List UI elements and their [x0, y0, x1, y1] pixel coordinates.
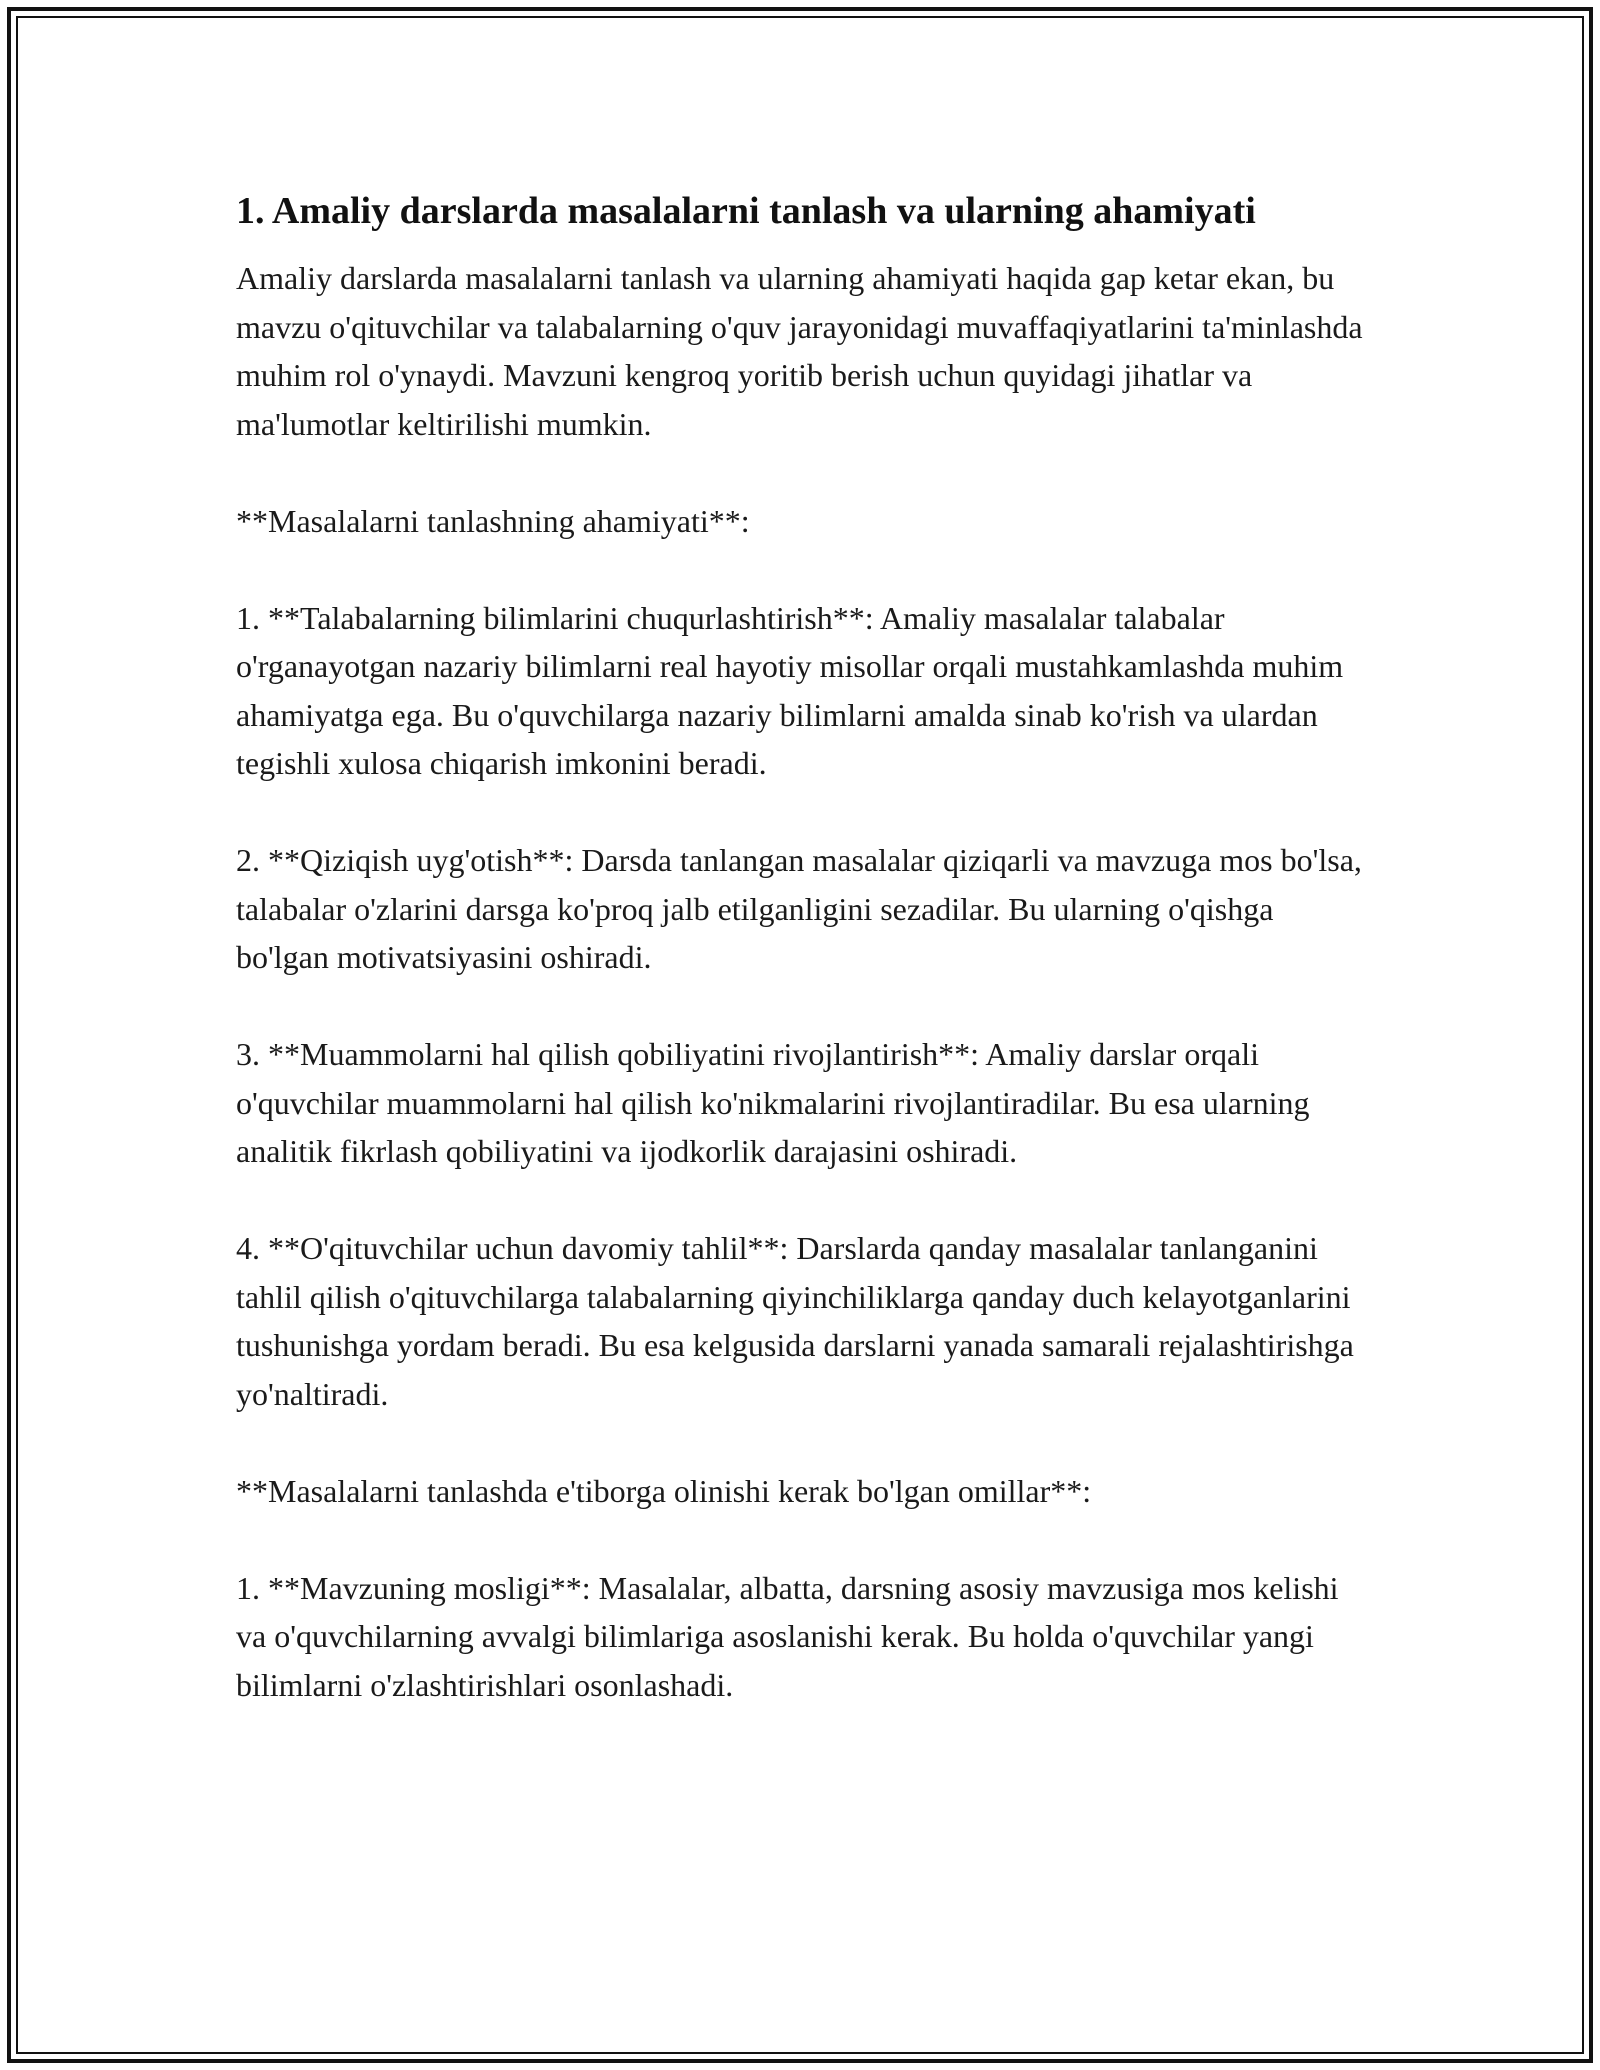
section-heading: 1. Amaliy darslarda masalalarni tanlash va ularning ahamiyati — [236, 190, 1256, 232]
list-item-importance-2: 2. **Qiziqish uyg'otish**: Darsda tanlangan masalalar qiziqarli va mavzuga mos bo'lsa, talabalar o'zlarini darsga ko'proq jalb etilganligini sezadilar. Bu ularning o'qishga bo'lgan motivatsiyasini oshiradi. — [236, 842, 1362, 975]
list-item-importance-1: 1. **Talabalarning bilimlarini chuqurlashtirish**: Amaliy masalalar talabalar o'rganayotgan nazariy bilimlarni real hayotiy misollar orqali mustahkamlashda muhim ahamiyatga ega. Bu o'quvchilarga nazariy bilimlarni amalda sinab ko'rish va ulardan tegishli xulosa chiqarish imkonini beradi. — [236, 599, 1344, 781]
list-item-importance-3: 3. **Muammolarni hal qilish qobiliyatini rivojlantirish**: Amaliy darslar orqali o'quvchilar muammolarni hal qilish ko'nikmalarini rivojlantiradilar. Bu esa ularning analitik fikrlash qobiliyatini va ijodkorlik darajasini oshiradi. — [236, 1036, 1310, 1169]
subheading-factors: **Masalalarni tanlashda e'tiborga olinishi kerak bo'lgan omillar**: — [236, 1472, 1092, 1509]
document-body — [236, 186, 1366, 1709]
intro-paragraph: Amaliy darslarda masalalarni tanlash va ularning ahamiyati haqida gap ketar ekan, bu mavzu o'qituvchilar va talabalarning o'quv jarayonidagi muvaffaqiyatlarini ta'minlashda muhim rol o'ynaydi. Mavzuni kengroq yoritib berish uchun quyidagi jihatlar va ma'lumotlar keltirilishi mumkin. — [236, 260, 1363, 442]
subheading-importance: **Masalalarni tanlashning ahamiyati**: — [236, 502, 750, 539]
list-item-factors-1: 1. **Mavzuning mosligi**: Masalalar, albatta, darsning asosiy mavzusiga mos kelishi va o'quvchilarning avvalgi bilimlariga asoslanishi kerak. Bu holda o'quvchilar yangi bilimlarni o'zlashtirishlari osonlashadi. — [236, 1569, 1339, 1703]
list-item-importance-4: 4. **O'qituvchilar uchun davomiy tahlil**: Darslarda qanday masalalar tanlanganini tahlil qilish o'qituvchilarga talabalarning qiyinchiliklarga qanday duch kelayotganlarini tushunishga yordam beradi. Bu esa kelgusida darslarni yanada samarali rejalashtirishga yo'naltiradi. — [236, 1230, 1354, 1412]
